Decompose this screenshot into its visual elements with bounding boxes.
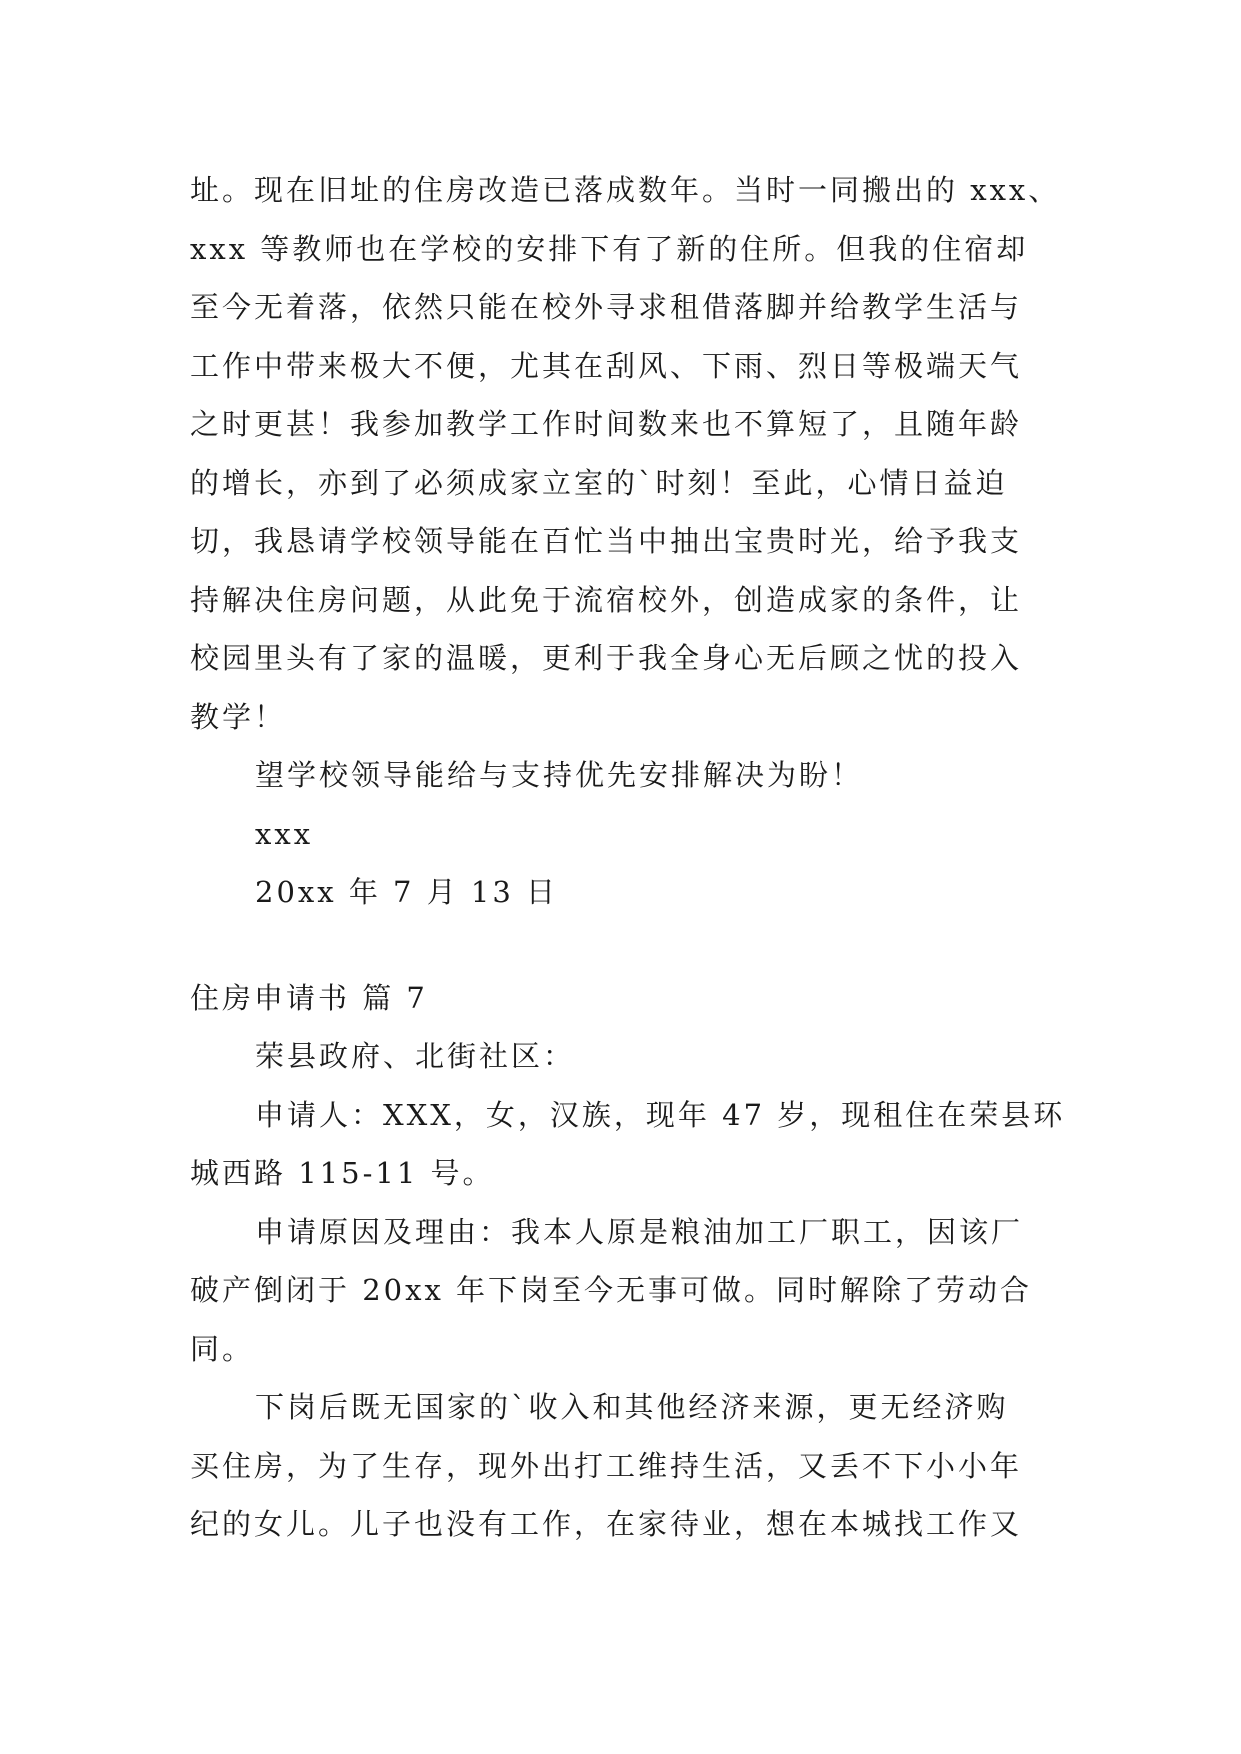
closing-line: 望学校领导能给与支持优先安排解决为盼！	[255, 758, 864, 792]
paragraph-line: 切，我恳请学校领导能在百忙当中抽出宝贵时光，给予我支	[190, 524, 1023, 558]
situation-line: 买住房，为了生存，现外出打工维持生活，又丢不下小小年	[190, 1449, 1023, 1483]
paragraph-line: 至今无着落，依然只能在校外寻求租借落脚并给教学生活与	[190, 290, 1023, 324]
section-heading: 住房申请书 篇 7	[190, 981, 428, 1015]
paragraph-line: 教学！	[190, 700, 287, 734]
paragraph-line: 工作中带来极大不便，尤其在刮风、下雨、烈日等极端天气	[190, 349, 1023, 383]
reason-line: 破产倒闭于 20xx 年下岗至今无事可做。同时解除了劳动合	[190, 1273, 1033, 1307]
reason-line: 申请原因及理由：我本人原是粮油加工厂职工，因该厂	[255, 1215, 1024, 1249]
paragraph-line: 之时更甚！我参加教学工作时间数来也不算短了，且随年龄	[190, 407, 1023, 441]
applicant-line: 城西路 115-11 号。	[190, 1156, 495, 1190]
paragraph-line: 持解决住房问题，从此免于流宿校外，创造成家的条件，让	[190, 583, 1023, 617]
paragraph-line: 校园里头有了家的温暖，更利于我全身心无后顾之忧的投入	[190, 641, 1023, 675]
paragraph-line: xxx 等教师也在学校的安排下有了新的住所。但我的住宿却	[190, 232, 1029, 266]
salutation: 荣县政府、北街社区：	[255, 1039, 576, 1073]
situation-line: 纪的女儿。儿子也没有工作，在家待业，想在本城找工作又	[190, 1507, 1023, 1541]
situation-line: 下岗后既无国家的`收入和其他经济来源，更无经济购	[255, 1390, 1009, 1424]
signature: xxx	[255, 817, 314, 851]
reason-line: 同。	[190, 1332, 255, 1366]
date: 20xx 年 7 月 13 日	[255, 875, 559, 909]
paragraph-line: 址。现在旧址的住房改造已落成数年。当时一同搬出的 xxx、	[190, 173, 1061, 207]
paragraph-line: 的增长，亦到了必须成家立室的`时刻！至此，心情日益迫	[190, 466, 1008, 500]
applicant-line: 申请人：XXX，女，汉族，现年 47 岁，现租住在荣县环	[255, 1098, 1066, 1132]
